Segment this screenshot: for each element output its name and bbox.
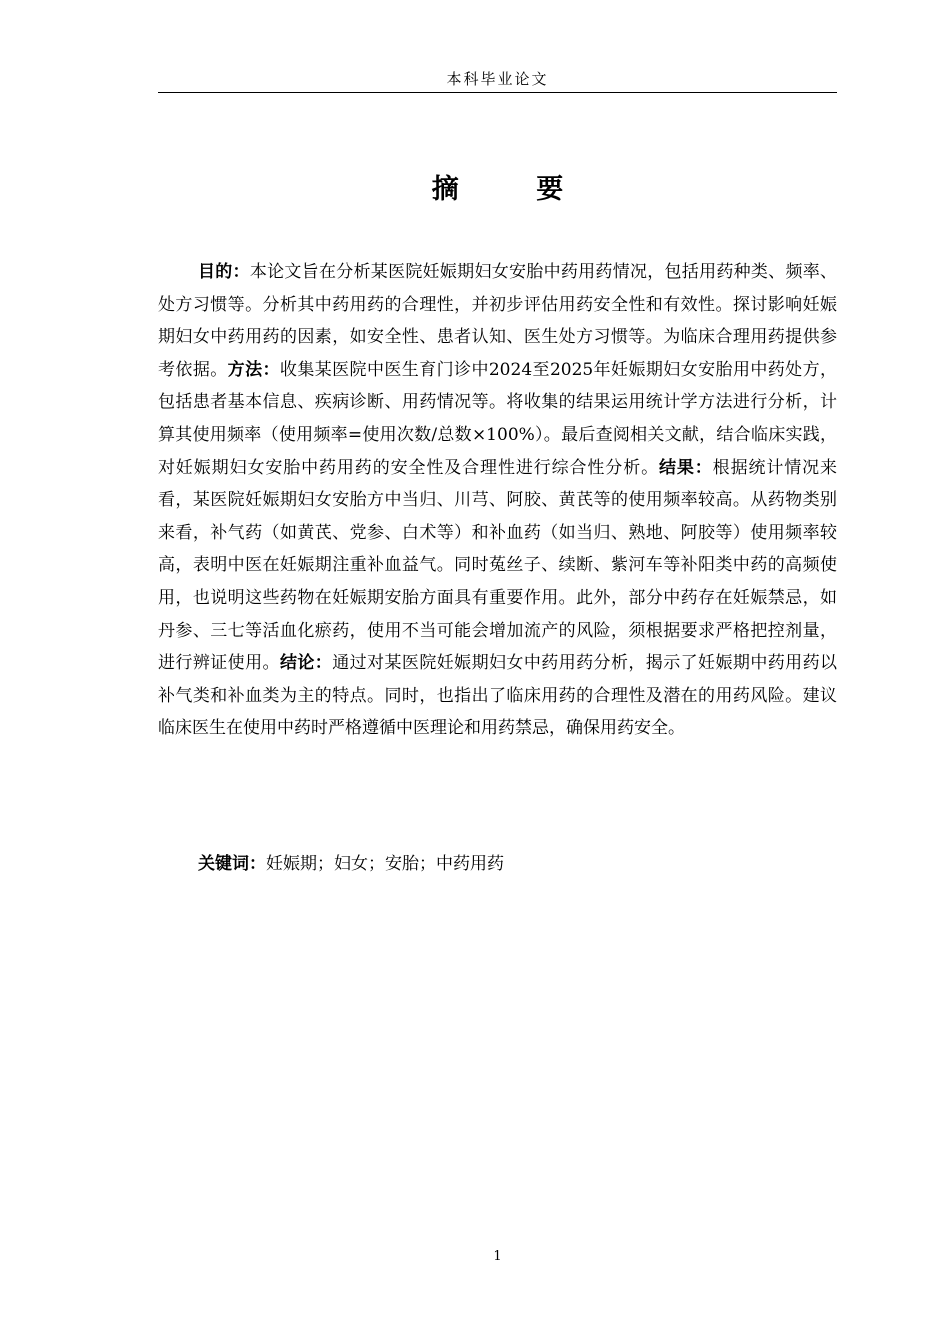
keywords-label: 关键词：: [198, 854, 266, 874]
page-number: 1: [493, 1249, 502, 1264]
keyword-separator: ；: [419, 854, 436, 874]
abstract-body: [158, 256, 837, 745]
keyword: 妇女: [334, 854, 368, 874]
keywords-line: [158, 848, 837, 881]
keyword: 中药用药: [436, 854, 504, 874]
conclusion-label: 结论：: [279, 653, 333, 674]
keyword-separator: ；: [368, 854, 385, 874]
keyword: 妊娠期: [266, 854, 317, 874]
methods-label: 方法：: [227, 359, 280, 380]
results-text: 根据统计情况来看，某医院妊娠期妇女安胎方中当归、川芎、阿胶、黄芪等的使用频率较高。从药物类别来看，补气药（如黄芪、党参、白术等）和补血药（如当归、熟地、阿胶等）使用频率较高，表明中医在妊娠期注重补血益气。同时菟丝子、续断、紫河车等补阳类中药的高频使用，也说明这些药物在妊娠期安胎方面具有重要作用。此外，部分中药存在妊娠禁忌，如丹参、三七等活血化瘀药，使用不当可能会增加流产的风险，须根据要求严格把控剂量，进行辨证使用。: [158, 457, 838, 674]
objective-label: 目的：: [198, 262, 250, 282]
abstract-title: 摘 要: [431, 174, 598, 205]
running-header: [158, 68, 837, 93]
running-title: 本科毕业论文: [446, 70, 549, 88]
keyword: 安胎: [385, 854, 419, 874]
conclusion-text: 通过对某医院妊娠期妇女中药用药分析，揭示了妊娠期中药用药以补气类和补血类为主的特点。同时，也指出了临床用药的合理性及潜在的用药风险。建议临床医生在使用中药时严格遵循中医理论和用药禁忌，确保用药安全。: [158, 653, 838, 739]
results-label: 结果：: [658, 457, 713, 478]
methods-text: 收集某医院中医生育门诊中2024至2025年妊娠期妇女安胎用中药处方，包括患者基本信息、疾病诊断、用药情况等。将收集的结果运用统计学方法进行分析，计算其使用频率（使用频率=使用次数/总数×100%）。最后查阅相关文献，结合临床实践，对妊娠期妇女安胎中药用药的安全性及合理性进行综合性分析。: [158, 359, 838, 478]
objective-text: 本论文旨在分析某医院妊娠期妇女安胎中药用药情况，包括用药种类、频率、处方习惯等。分析其中药用药的合理性，并初步评估用药安全性和有效性。探讨影响妊娠期妇女中药用药的因素，如安全性、患者认知、医生处方习惯等。为临床合理用药提供参考依据。: [158, 262, 838, 380]
keyword-separator: ；: [317, 854, 334, 874]
